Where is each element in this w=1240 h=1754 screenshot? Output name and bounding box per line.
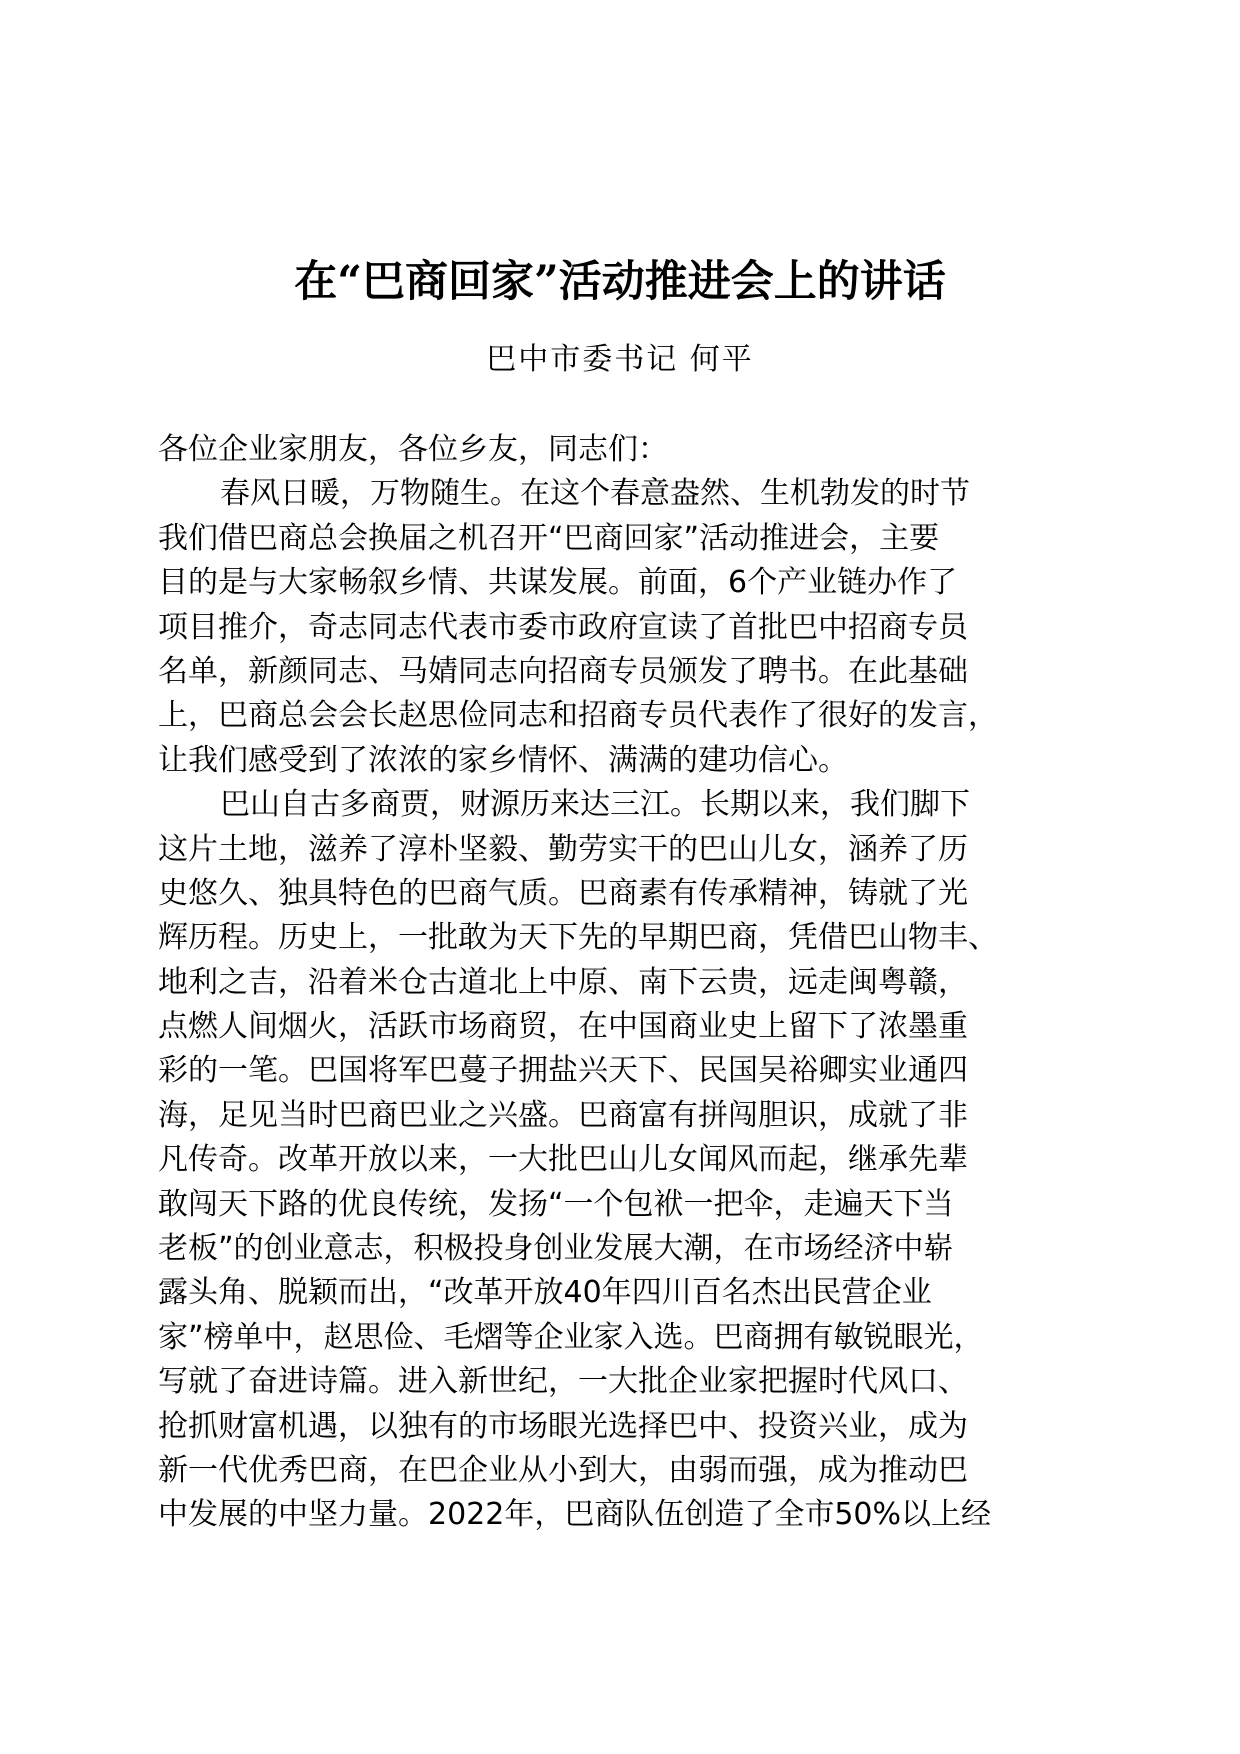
body-line: 春风日暖，万物随生。在这个春意盎然、生机勃发的时节 — [220, 476, 970, 512]
body-line: 各位企业家朋友，各位乡友，同志们： — [158, 432, 668, 467]
body-line: 巴山自古多商贾，财源历来达三江。长期以来，我们脚下 — [220, 787, 970, 823]
body-line: 让我们感受到了浓浓的家乡情怀、满满的建功信心。 — [158, 742, 848, 778]
body-line: 目的是与大家畅叙乡情、共谋发展。前面，6个产业链办作了 — [158, 565, 958, 601]
body-line: 地利之吉，沿着米仓古道北上中原、南下云贵，远走闽粤赣， — [158, 964, 968, 1000]
body-line: 名单，新颜同志、马婧同志向招商专员颁发了聘书。在此基础 — [158, 653, 968, 689]
body-line: 敢闯天下路的优良传统，发扬“一个包袱一把伞，走遍天下当 — [158, 1186, 954, 1222]
body-line: 海，足见当时巴商巴业之兴盛。巴商富有拼闯胆识，成就了非 — [158, 1097, 968, 1133]
document-body — [158, 428, 1080, 1538]
body-line: 史悠久、独具特色的巴商气质。巴商素有传承精神，铸就了光 — [158, 875, 968, 911]
body-line: 家”榜单中，赵思俭、毛熠等企业家入选。巴商拥有敏锐眼光， — [158, 1319, 984, 1355]
body-line: 中发展的中坚力量。2022年，巴商队伍创造了全市50%以上经 — [158, 1497, 992, 1533]
body-line: 写就了奋进诗篇。进入新世纪，一大批企业家把握时代风口、 — [158, 1364, 968, 1400]
body-line: 新一代优秀巴商，在巴企业从小到大，由弱而强，成为推动巴 — [158, 1452, 968, 1488]
body-line: 我们借巴商总会换届之机召开“巴商回家”活动推进会，主要 — [158, 520, 940, 556]
body-line: 点燃人间烟火，活跃市场商贸，在中国商业史上留下了浓墨重 — [158, 1009, 968, 1045]
body-line: 这片土地，滋养了淳朴坚毅、勤劳实干的巴山儿女，涵养了历 — [158, 831, 968, 867]
body-line: 辉历程。历史上，一批敢为天下先的早期巴商，凭借巴山物丰、 — [158, 920, 998, 956]
body-line: 露头角、脱颖而出，“改革开放40年四川百名杰出民营企业 — [158, 1275, 932, 1311]
document-title: 在“巴商回家”活动推进会上的讲话 — [294, 257, 946, 307]
body-line: 老板”的创业意志，积极投身创业发展大潮，在市场经济中崭 — [158, 1231, 954, 1267]
body-line: 上，巴商总会会长赵思俭同志和招商专员代表作了很好的发言， — [158, 698, 998, 734]
body-line: 抢抓财富机遇，以独有的市场眼光选择巴中、投资兴业，成为 — [158, 1408, 968, 1444]
body-line: 彩的一笔。巴国将军巴蔓子拥盐兴天下、民国吴裕卿实业通四 — [158, 1053, 968, 1089]
body-line: 项目推介，奇志同志代表市委市政府宣读了首批巴中招商专员 — [158, 609, 968, 645]
body-line: 凡传奇。改革开放以来，一大批巴山儿女闻风而起，继承先辈 — [158, 1142, 968, 1178]
document-author: 巴中市委书记 何平 — [486, 342, 754, 377]
